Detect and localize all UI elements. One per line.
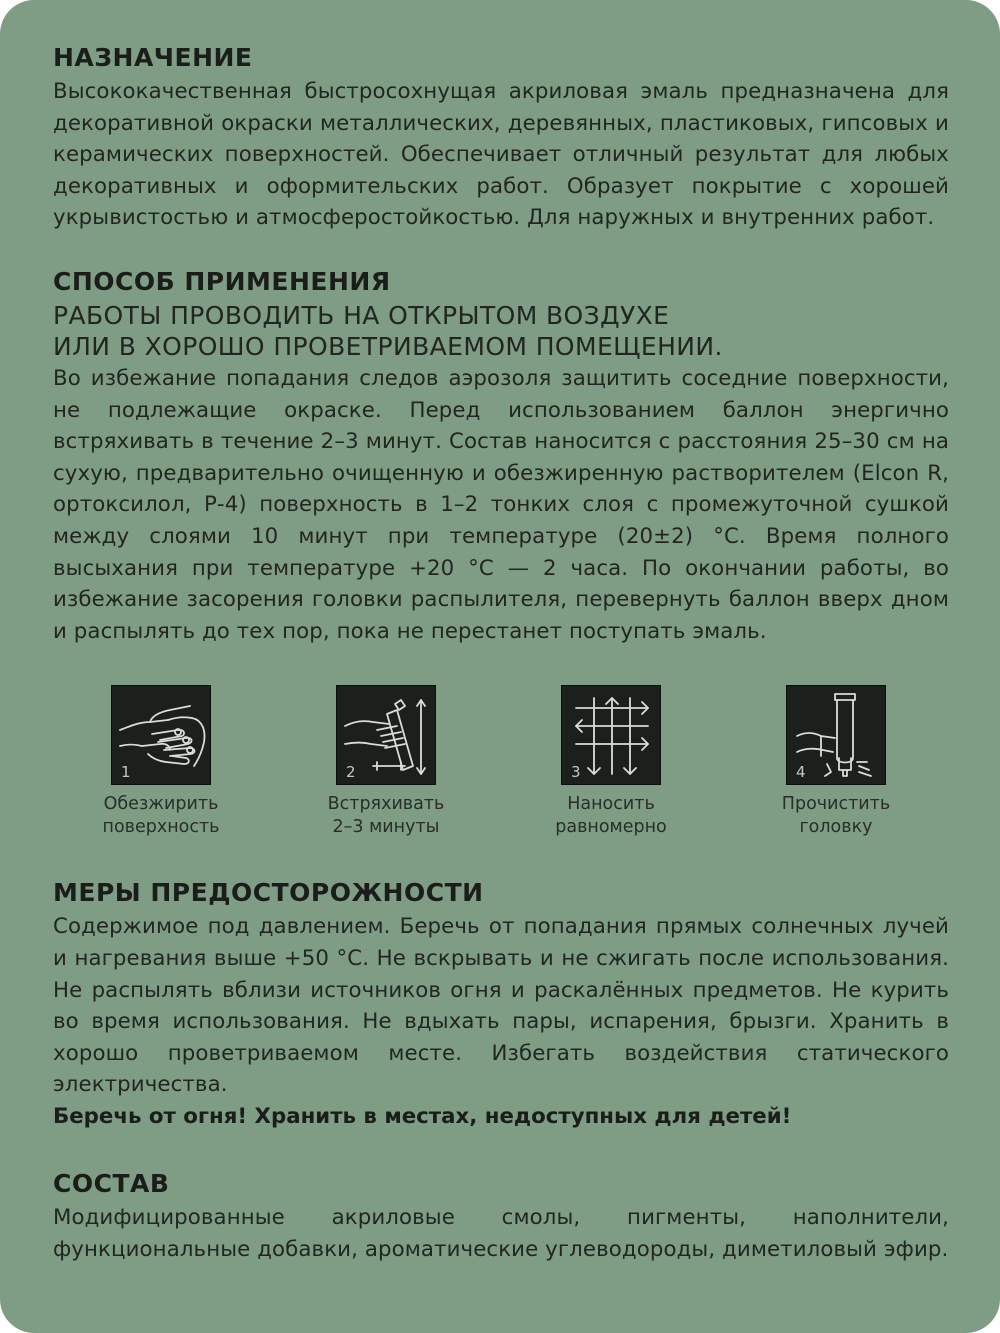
hand-shake-can-icon	[336, 685, 436, 785]
step-1	[71, 685, 251, 839]
precautions-warning: Беречь от огня! Хранить в местах, недоступных для детей!	[53, 1103, 792, 1129]
precautions-title: МЕРЫ ПРЕДОСТОРОЖНОСТИ	[53, 878, 484, 908]
purpose-text: Высококачественная быстросохнущая акриловая эмаль предназначена для декоративной окраски металлических, деревянных, пластиковых, гипсовых и керамических поверхностей. Обеспечивает отличный результат для любых декоративных и оформительских работ. Образует покрытие с хорошей укрывистостью и атмосферостойкостью. Для наружных и внутренних работ.	[53, 79, 949, 231]
step-3-caption-line-2: равномерно	[555, 817, 667, 838]
step-1-number: 1	[121, 763, 131, 782]
step-4	[746, 685, 926, 839]
step-2-caption-line-2: 2–3 минуты	[332, 817, 440, 838]
step-1-caption-line-2: поверхность	[102, 817, 220, 838]
composition-title: СОСТАВ	[53, 1169, 170, 1199]
composition-text: Модифицированные акриловые смолы, пигменты, наполнители, функциональные добавки, ароматические углеводороды, диметиловый эфир.	[53, 1205, 949, 1263]
step-2-caption-line-1: Встряхивать	[327, 794, 445, 815]
step-4-caption-line-1: Прочистить	[781, 794, 891, 815]
spray-pattern-icon	[561, 685, 661, 785]
hand-wipe-icon	[111, 685, 211, 785]
application-caps-line-2: ИЛИ В ХОРОШО ПРОВЕТРИВАЕМОМ ПОМЕЩЕНИИ.	[53, 332, 723, 362]
step-3-caption-line-1: Наносить	[567, 794, 655, 815]
step-2-number: 2	[346, 763, 356, 782]
label-content	[53, 40, 949, 1266]
step-1-caption	[71, 793, 251, 839]
step-3-caption	[521, 793, 701, 839]
application-caps-line-1: РАБОТЫ ПРОВОДИТЬ НА ОТКРЫТОМ ВОЗДУХЕ	[53, 300, 670, 330]
clean-nozzle-icon	[786, 685, 886, 785]
precautions-section	[53, 875, 949, 1132]
precautions-text: Содержимое под давлением. Беречь от попадания прямых солнечных лучей и нагревания выше +50 °С. Не вскрывать и не сжигать после использования. Не распылять вблизи источников огня и раскалённых предметов. Не курить во время использования. Не вдыхать пары, испарения, брызги. Хранить в хорошо проветриваемом месте. Избегать воздействия статического электричества.	[53, 914, 949, 1098]
step-1-caption-line-1: Обезжирить	[103, 794, 219, 815]
application-title: СПОСОБ ПРИМЕНЕНИЯ	[53, 266, 391, 296]
step-2-caption	[296, 793, 476, 839]
steps-row	[53, 685, 949, 851]
purpose-section	[53, 40, 949, 234]
step-4-caption	[746, 793, 926, 839]
step-2	[296, 685, 476, 839]
step-4-number: 4	[796, 763, 806, 782]
application-section	[53, 264, 949, 647]
step-3-number: 3	[571, 763, 581, 782]
step-4-caption-line-2: головку	[799, 817, 873, 838]
composition-section	[53, 1166, 949, 1265]
step-3	[521, 685, 701, 839]
purpose-title: НАЗНАЧЕНИЕ	[53, 43, 253, 72]
application-text: Во избежание попадания следов аэрозоля защитить соседние поверхности, не подлежащие окраске. Перед использованием баллон энергично встряхивать в течение 2–3 минут. Состав наносится с расстояния 25–30 см на сухую, предварительно очищенную и обезжиренную растворителем (Elcon R, ортоксилол, Р-4) поверхность в 1–2 тонких слоя с промежуточной сушкой между слоями 10 минут при температуре (20±2) °С. Время полного высыхания при температуре +20 °С — 2 часа. По окончании работы, во избежание засорения головки распылителя, перевернуть баллон вверх дном и распылять до тех пор, пока не перестанет поступать эмаль.	[53, 365, 949, 644]
